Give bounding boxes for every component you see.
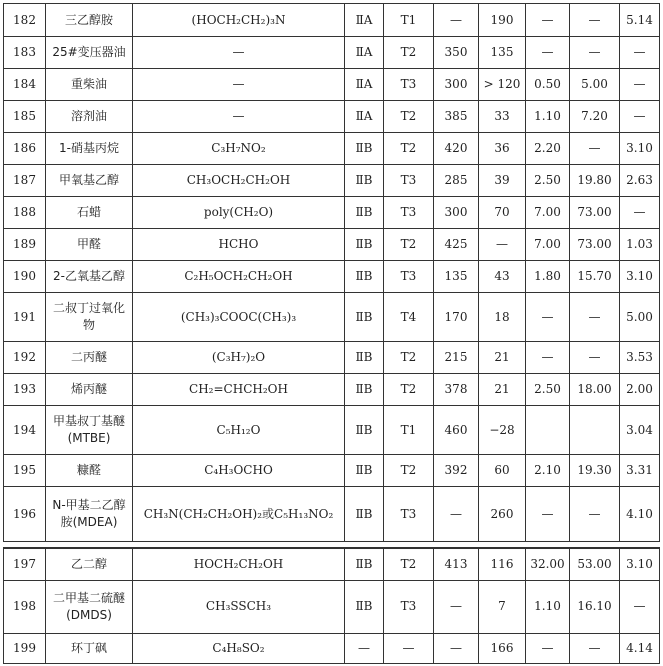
value-cell: 73.00 (570, 229, 620, 261)
value-cell: 4.14 (620, 633, 660, 663)
formula: CH₃N(CH₂CH₂OH)₂或C₅H₁₃NO₂ (133, 487, 345, 542)
formula: C₅H₁₂O (133, 406, 345, 455)
value-cell: > 120 (479, 69, 526, 101)
table-row (4, 133, 660, 165)
temperature-class: T3 (384, 69, 434, 101)
value-cell: 215 (434, 342, 479, 374)
temperature-class: T2 (384, 229, 434, 261)
substance-name: 二甲基二硫醚(DMDS) (46, 580, 133, 633)
group-class: ⅡB (345, 580, 384, 633)
group-class: ⅡB (345, 165, 384, 197)
value-cell: — (570, 487, 620, 542)
value-cell: 5.00 (620, 293, 660, 342)
value-cell: 4.10 (620, 487, 660, 542)
row-number: 198 (4, 580, 46, 633)
temperature-class: T2 (384, 37, 434, 69)
value-cell: — (526, 633, 570, 663)
group-class: — (345, 633, 384, 663)
value-cell: 460 (434, 406, 479, 455)
substance-name: 烯丙醚 (46, 374, 133, 406)
value-cell: 3.53 (620, 342, 660, 374)
table-row (4, 580, 660, 633)
group-class: ⅡB (345, 455, 384, 487)
temperature-class: T2 (384, 342, 434, 374)
row-number: 196 (4, 487, 46, 542)
row-number: 193 (4, 374, 46, 406)
value-cell: 3.10 (620, 133, 660, 165)
row-number: 183 (4, 37, 46, 69)
temperature-class: T3 (384, 165, 434, 197)
value-cell: 166 (479, 633, 526, 663)
value-cell: 18 (479, 293, 526, 342)
value-cell: 170 (434, 293, 479, 342)
substance-name: 石蜡 (46, 197, 133, 229)
table-row (4, 406, 660, 455)
group-class: ⅡB (345, 406, 384, 455)
formula: — (133, 69, 345, 101)
table-row (4, 293, 660, 342)
formula: C₄H₃OCHO (133, 455, 345, 487)
row-number: 194 (4, 406, 46, 455)
value-cell: 21 (479, 374, 526, 406)
substance-name: 甲氧基乙醇 (46, 165, 133, 197)
substance-name: 二丙醚 (46, 342, 133, 374)
value-cell: 19.30 (570, 455, 620, 487)
value-cell: — (434, 580, 479, 633)
value-cell: 1.10 (526, 580, 570, 633)
value-cell: 135 (479, 37, 526, 69)
group-class: ⅡA (345, 101, 384, 133)
table-row (4, 101, 660, 133)
value-cell: 3.10 (620, 548, 660, 580)
temperature-class: T3 (384, 487, 434, 542)
value-cell: 392 (434, 455, 479, 487)
value-cell: 1.80 (526, 261, 570, 293)
value-cell: 36 (479, 133, 526, 165)
table-row (4, 261, 660, 293)
value-cell: 5.00 (570, 69, 620, 101)
value-cell: 7.00 (526, 229, 570, 261)
formula: HOCH₂CH₂OH (133, 548, 345, 580)
formula: — (133, 101, 345, 133)
row-number: 185 (4, 101, 46, 133)
value-cell: 5.14 (620, 4, 660, 37)
substance-name: N-甲基二乙醇胺(MDEA) (46, 487, 133, 542)
substance-name: 三乙醇胺 (46, 4, 133, 37)
row-number: 197 (4, 548, 46, 580)
temperature-class: T3 (384, 261, 434, 293)
value-cell: 16.10 (570, 580, 620, 633)
temperature-class: T1 (384, 406, 434, 455)
table-row (4, 229, 660, 261)
value-cell: 60 (479, 455, 526, 487)
table-row (4, 487, 660, 542)
value-cell: 378 (434, 374, 479, 406)
value-cell: 116 (479, 548, 526, 580)
group-class: ⅡB (345, 548, 384, 580)
value-cell: — (526, 4, 570, 37)
group-class: ⅡB (345, 229, 384, 261)
row-number: 188 (4, 197, 46, 229)
value-cell: 73.00 (570, 197, 620, 229)
value-cell: 3.10 (620, 261, 660, 293)
value-cell: — (434, 487, 479, 542)
formula: (CH₃)₃COOC(CH₃)₃ (133, 293, 345, 342)
formula: CH₃OCH₂CH₂OH (133, 165, 345, 197)
table-row (4, 197, 660, 229)
formula: CH₃SSCH₃ (133, 580, 345, 633)
temperature-class: — (384, 633, 434, 663)
group-class: ⅡB (345, 293, 384, 342)
temperature-class: T2 (384, 101, 434, 133)
group-class: ⅡB (345, 261, 384, 293)
formula: poly(CH₂O) (133, 197, 345, 229)
temperature-class: T2 (384, 374, 434, 406)
value-cell: — (620, 37, 660, 69)
value-cell: — (570, 4, 620, 37)
value-cell: — (570, 342, 620, 374)
row-number: 191 (4, 293, 46, 342)
substance-name: 环丁砜 (46, 633, 133, 663)
value-cell: 420 (434, 133, 479, 165)
group-class: ⅡB (345, 342, 384, 374)
value-cell: — (570, 37, 620, 69)
value-cell: 2.63 (620, 165, 660, 197)
row-number: 186 (4, 133, 46, 165)
value-cell: 2.50 (526, 165, 570, 197)
value-cell: 385 (434, 101, 479, 133)
substance-name: 甲醛 (46, 229, 133, 261)
formula: HCHO (133, 229, 345, 261)
table-row (4, 69, 660, 101)
substance-name: 重柴油 (46, 69, 133, 101)
value-cell: — (526, 37, 570, 69)
value-cell: 70 (479, 197, 526, 229)
row-number: 184 (4, 69, 46, 101)
row-number: 192 (4, 342, 46, 374)
value-cell: 43 (479, 261, 526, 293)
group-class: ⅡA (345, 69, 384, 101)
substance-name: 糠醛 (46, 455, 133, 487)
value-cell: 413 (434, 548, 479, 580)
substance-name: 溶剂油 (46, 101, 133, 133)
value-cell (570, 406, 620, 455)
value-cell: 32.00 (526, 548, 570, 580)
value-cell: 7.20 (570, 101, 620, 133)
value-cell: — (620, 580, 660, 633)
group-class: ⅡA (345, 37, 384, 69)
value-cell: 2.10 (526, 455, 570, 487)
value-cell: — (570, 633, 620, 663)
value-cell: — (620, 197, 660, 229)
value-cell: — (620, 69, 660, 101)
temperature-class: T2 (384, 133, 434, 165)
value-cell: — (479, 229, 526, 261)
temperature-class: T1 (384, 4, 434, 37)
formula: CH₂=CHCH₂OH (133, 374, 345, 406)
value-cell: 53.00 (570, 548, 620, 580)
formula: C₄H₈SO₂ (133, 633, 345, 663)
value-cell: 1.03 (620, 229, 660, 261)
row-number: 187 (4, 165, 46, 197)
value-cell: — (620, 101, 660, 133)
table-row (4, 374, 660, 406)
value-cell: 1.10 (526, 101, 570, 133)
value-cell: 300 (434, 69, 479, 101)
group-class: ⅡA (345, 4, 384, 37)
table-row (4, 37, 660, 69)
substance-name: 2-乙氧基乙醇 (46, 261, 133, 293)
hazard-data-table (3, 3, 660, 664)
formula: C₃H₇NO₂ (133, 133, 345, 165)
substance-name: 甲基叔丁基醚(MTBE) (46, 406, 133, 455)
row-number: 182 (4, 4, 46, 37)
table-row (4, 4, 660, 37)
value-cell: — (434, 4, 479, 37)
table-row (4, 342, 660, 374)
formula: (C₃H₇)₂O (133, 342, 345, 374)
group-class: ⅡB (345, 374, 384, 406)
value-cell: 7.00 (526, 197, 570, 229)
group-class: ⅡB (345, 133, 384, 165)
substance-name: 二叔丁过氧化物 (46, 293, 133, 342)
temperature-class: T3 (384, 580, 434, 633)
value-cell: 21 (479, 342, 526, 374)
value-cell: 2.00 (620, 374, 660, 406)
value-cell: 3.04 (620, 406, 660, 455)
value-cell: 285 (434, 165, 479, 197)
value-cell: 300 (434, 197, 479, 229)
temperature-class: T2 (384, 455, 434, 487)
value-cell: 135 (434, 261, 479, 293)
temperature-class: T2 (384, 548, 434, 580)
row-number: 190 (4, 261, 46, 293)
substance-name: 1-硝基丙烷 (46, 133, 133, 165)
value-cell: 18.00 (570, 374, 620, 406)
row-number: 199 (4, 633, 46, 663)
value-cell: 2.50 (526, 374, 570, 406)
formula: — (133, 37, 345, 69)
row-number: 195 (4, 455, 46, 487)
value-cell: — (526, 342, 570, 374)
formula: (HOCH₂CH₂)₃N (133, 4, 345, 37)
formula: C₂H₅OCH₂CH₂OH (133, 261, 345, 293)
value-cell: 7 (479, 580, 526, 633)
value-cell: 15.70 (570, 261, 620, 293)
value-cell: 2.20 (526, 133, 570, 165)
table-row (4, 548, 660, 580)
value-cell: 425 (434, 229, 479, 261)
group-class: ⅡB (345, 197, 384, 229)
value-cell: — (526, 487, 570, 542)
substance-name: 25#变压器油 (46, 37, 133, 69)
value-cell: — (570, 133, 620, 165)
row-number: 189 (4, 229, 46, 261)
value-cell: 260 (479, 487, 526, 542)
substance-name: 乙二醇 (46, 548, 133, 580)
group-class: ⅡB (345, 487, 384, 542)
value-cell: 33 (479, 101, 526, 133)
value-cell: — (526, 293, 570, 342)
temperature-class: T4 (384, 293, 434, 342)
value-cell: — (570, 293, 620, 342)
temperature-class: T3 (384, 197, 434, 229)
value-cell: 350 (434, 37, 479, 69)
value-cell: 190 (479, 4, 526, 37)
value-cell (526, 406, 570, 455)
table-row (4, 633, 660, 663)
value-cell: — (434, 633, 479, 663)
value-cell: −28 (479, 406, 526, 455)
value-cell: 39 (479, 165, 526, 197)
value-cell: 19.80 (570, 165, 620, 197)
table-row (4, 455, 660, 487)
value-cell: 3.31 (620, 455, 660, 487)
value-cell: 0.50 (526, 69, 570, 101)
table-row (4, 165, 660, 197)
